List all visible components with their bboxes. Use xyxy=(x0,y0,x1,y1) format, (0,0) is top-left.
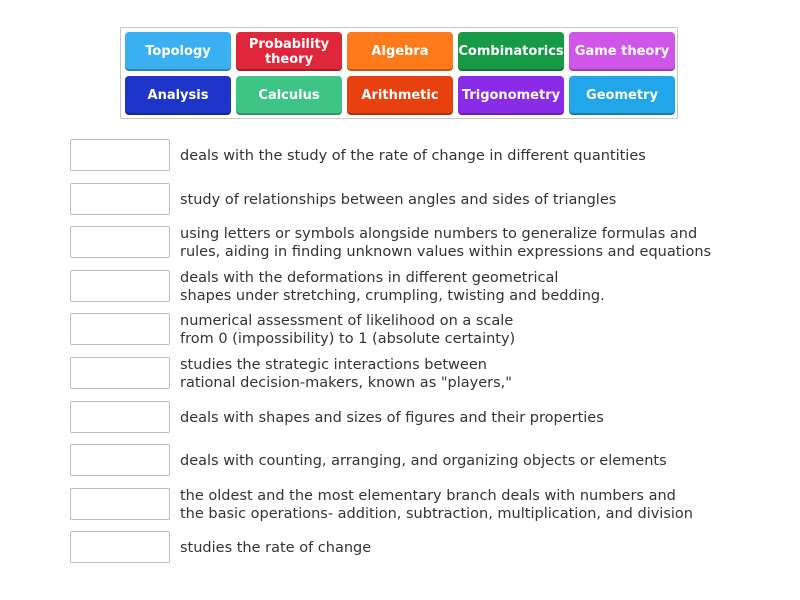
drop-slot[interactable] xyxy=(70,401,170,433)
drop-slot[interactable] xyxy=(70,488,170,520)
tile-topology[interactable]: Topology xyxy=(125,32,231,71)
answer-tiles-panel xyxy=(120,27,678,119)
drop-slot[interactable] xyxy=(70,183,170,215)
drop-slot[interactable] xyxy=(70,444,170,476)
definition-text: deals with counting, arranging, and organizing objects or elements xyxy=(180,453,667,469)
match-row xyxy=(70,357,770,391)
drop-slot[interactable] xyxy=(70,139,170,171)
definition-text: study of relationships between angles and sides of triangles xyxy=(180,192,617,208)
definition-text: numerical assessment of likelihood on a scale from 0 (impossibility) to 1 (absolute certainty) xyxy=(180,313,516,347)
definition-text: studies the strategic interactions between rational decision-makers, known as "players," xyxy=(180,357,512,391)
drop-slot[interactable] xyxy=(70,531,170,563)
tile-arithmetic[interactable]: Arithmetic xyxy=(347,76,453,115)
tile-game-theory[interactable]: Game theory xyxy=(569,32,675,71)
definition-text: using letters or symbols alongside numbers to generalize formulas and rules, aiding in finding unknown values within expressions and equations xyxy=(180,226,712,260)
drop-slot[interactable] xyxy=(70,270,170,302)
tile-probability-theory[interactable]: Probability theory xyxy=(236,32,342,71)
definition-text: studies the rate of change xyxy=(180,540,372,556)
definition-text: deals with the study of the rate of change in different quantities xyxy=(180,148,646,164)
tile-analysis[interactable]: Analysis xyxy=(125,76,231,115)
match-row xyxy=(70,313,770,347)
match-row xyxy=(70,139,770,173)
match-row xyxy=(70,444,770,478)
tile-geometry[interactable]: Geometry xyxy=(569,76,675,115)
tile-calculus[interactable]: Calculus xyxy=(236,76,342,115)
tile-algebra[interactable]: Algebra xyxy=(347,32,453,71)
match-row xyxy=(70,226,770,260)
match-row xyxy=(70,531,770,565)
drop-slot[interactable] xyxy=(70,313,170,345)
drop-slot[interactable] xyxy=(70,357,170,389)
match-row xyxy=(70,488,770,522)
tile-trigonometry[interactable]: Trigonometry xyxy=(458,76,564,115)
match-row xyxy=(70,401,770,435)
drop-slot[interactable] xyxy=(70,226,170,258)
match-row xyxy=(70,270,770,304)
tile-combinatorics[interactable]: Combinatorics xyxy=(458,32,564,71)
definition-text: deals with shapes and sizes of figures and their properties xyxy=(180,410,604,426)
definition-text: deals with the deformations in different geometrical shapes under stretching, crumpling, twisting and bedding. xyxy=(180,270,605,304)
match-row xyxy=(70,183,770,217)
definition-text: the oldest and the most elementary branch deals with numbers and the basic operations- addition, subtraction, multiplication, and division xyxy=(180,488,693,522)
